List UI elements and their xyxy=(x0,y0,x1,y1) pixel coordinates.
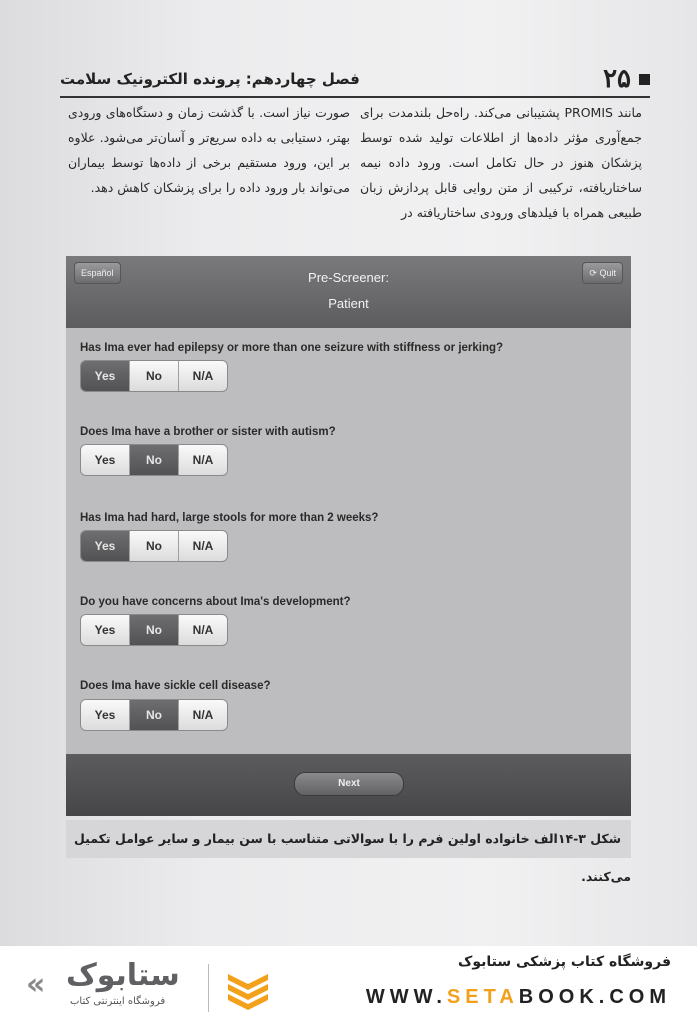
answer-na-button[interactable]: N/A xyxy=(179,361,227,391)
question-4: Do you have concerns about Ima's development? xyxy=(80,596,351,608)
answer-no-button[interactable]: No xyxy=(130,531,179,561)
screen-title: Pre-Screener: xyxy=(308,270,389,285)
logo-divider xyxy=(208,964,209,1012)
answer-yes-button[interactable]: Yes xyxy=(81,445,130,475)
answer-na-button[interactable]: N/A xyxy=(179,531,227,561)
caption-text: شکل ۳-۱۴الف خانواده اولین فرم را با سوالاتی متناسب با سن بیمار و سایر عوامل تکمیل می‌کنند. xyxy=(74,831,631,884)
page-number: ۲۵ xyxy=(603,64,631,94)
answer-na-button[interactable]: N/A xyxy=(179,700,227,730)
answer-yes-button[interactable]: Yes xyxy=(81,700,130,730)
answer-no-button[interactable]: No xyxy=(130,700,179,730)
website-link[interactable] xyxy=(366,986,671,1009)
page-number-group xyxy=(603,64,650,94)
next-button[interactable]: Next xyxy=(294,772,404,796)
answer-na-button[interactable]: N/A xyxy=(179,445,227,475)
paragraph-left: صورت نیاز است. با گذشت زمان و دستگاه‌های ورودی بهتر، دستیابی به داده سریع‌تر و آسان‌تر می‌شود. علاوه بر این، ورود مستقیم برخی از داده‌ها توسط بیماران می‌تواند بار ورود داده را برای پزشکان کاهش دهد. xyxy=(68,105,350,195)
answer-no-button[interactable]: No xyxy=(130,361,179,391)
paragraph-right: مانند PROMIS پشتیبانی می‌کند. راه‌حل بلندمدت برای جمع‌آوری مؤثر داده‌ها از اطلاعات تولید شده توسط پزشکان هنوز در حال تکامل است. ورود داده نیمه ساختاریافته، ترکیبی از متن روایی قابل پردازش زبان طبیعی همراه با فیلدهای ورودی ساختاریافته در xyxy=(360,105,642,220)
answer-group-3 xyxy=(80,530,228,562)
logo-text: ستابوک xyxy=(66,958,180,993)
question-2: Does Ima have a brother or sister with autism? xyxy=(80,426,336,438)
shop-name: فروشگاه کتاب پزشکی ستابوک xyxy=(458,954,671,970)
chapter-title: فصل چهاردهم: پرونده الکترونیک سلامت xyxy=(60,70,360,88)
setabook-logo xyxy=(26,956,286,1016)
answer-group-2 xyxy=(80,444,228,476)
espanol-button[interactable]: Español xyxy=(74,262,121,284)
answer-no-button[interactable]: No xyxy=(130,615,179,645)
text-column-right xyxy=(360,100,642,225)
question-1: Has Ima ever had epilepsy or more than one seizure with stiffness or jerking? xyxy=(80,342,504,354)
website-prefix: WWW. xyxy=(365,986,447,1008)
question-3: Has Ima had hard, large stools for more than 2 weeks? xyxy=(80,512,379,524)
chevrons-icon: « xyxy=(26,967,46,1002)
answer-yes-button[interactable]: Yes xyxy=(81,531,130,561)
text-column-left xyxy=(68,100,350,200)
store-footer xyxy=(0,946,697,1024)
logo-subtext: فروشگاه اینترنتی کتاب xyxy=(70,996,166,1007)
answer-na-button[interactable]: N/A xyxy=(179,615,227,645)
answer-yes-button[interactable]: Yes xyxy=(81,615,130,645)
answer-group-1 xyxy=(80,360,228,392)
website-accent: SETA xyxy=(446,986,519,1008)
answer-yes-button[interactable]: Yes xyxy=(81,361,130,391)
screen-bottom-bar xyxy=(66,754,631,816)
pre-screener-screenshot xyxy=(66,256,631,816)
page-header xyxy=(60,62,650,98)
answer-no-button[interactable]: No xyxy=(130,445,179,475)
power-icon: ⟳ xyxy=(589,268,597,278)
answer-group-5 xyxy=(80,699,228,731)
answer-group-4 xyxy=(80,614,228,646)
screen-subtitle: Patient xyxy=(328,296,369,311)
screen-top-bar xyxy=(66,256,631,328)
book-stack-icon xyxy=(224,966,272,1010)
website-suffix: BOOK.COM xyxy=(518,986,671,1008)
quit-button[interactable] xyxy=(582,262,623,284)
quit-label: Quit xyxy=(599,268,616,278)
question-5: Does Ima have sickle cell disease? xyxy=(80,680,271,692)
square-bullet-icon xyxy=(639,74,650,85)
figure-caption xyxy=(66,820,631,884)
